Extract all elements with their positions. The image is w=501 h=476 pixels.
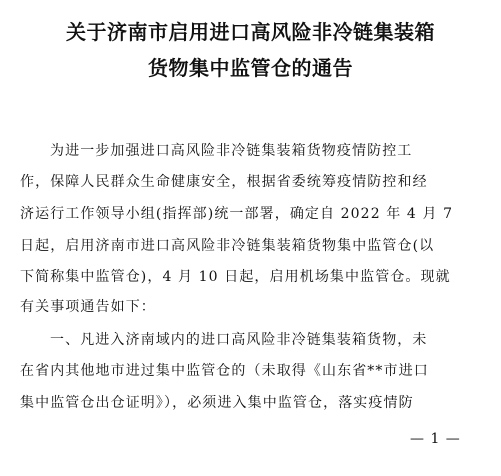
paragraph-1-line-6: 有关事项通告如下： bbox=[20, 299, 156, 315]
paragraph-1-line-3: 济运行工作领导小组(指挥部)统一部署，确定自 2022 年 4 月 7 bbox=[20, 206, 454, 222]
document-title-line-2: 货物集中监管仓的通告 bbox=[148, 56, 353, 80]
paragraph-2-line-2: 在省内其他地市进过集中监管仓的（未取得《山东省**市进口 bbox=[20, 363, 429, 379]
document-title-line-1: 关于济南市启用进口高风险非冷链集装箱 bbox=[66, 20, 435, 44]
paragraph-1-line-1: 为进一步加强进口高风险非冷链集装箱货物疫情防控工 bbox=[50, 143, 413, 159]
paragraph-2-line-3: 集中监管仓出仓证明》），必须进入集中监管仓，落实疫情防 bbox=[20, 395, 414, 411]
page-number: — 1 — bbox=[410, 431, 461, 447]
paragraph-1-line-5: 下简称集中监管仓)，4 月 10 日起，启用机场集中监管仓。现就 bbox=[20, 269, 451, 285]
paragraph-2-line-1: 一、凡进入济南域内的进口高风险非冷链集装箱货物，未 bbox=[50, 332, 428, 348]
paragraph-1-line-4: 日起，启用济南市进口高风险非冷链集装箱货物集中监管仓(以 bbox=[20, 238, 435, 254]
paragraph-1-line-2: 作，保障人民群众生命健康安全，根据省委统筹疫情防控和经 bbox=[20, 174, 428, 190]
